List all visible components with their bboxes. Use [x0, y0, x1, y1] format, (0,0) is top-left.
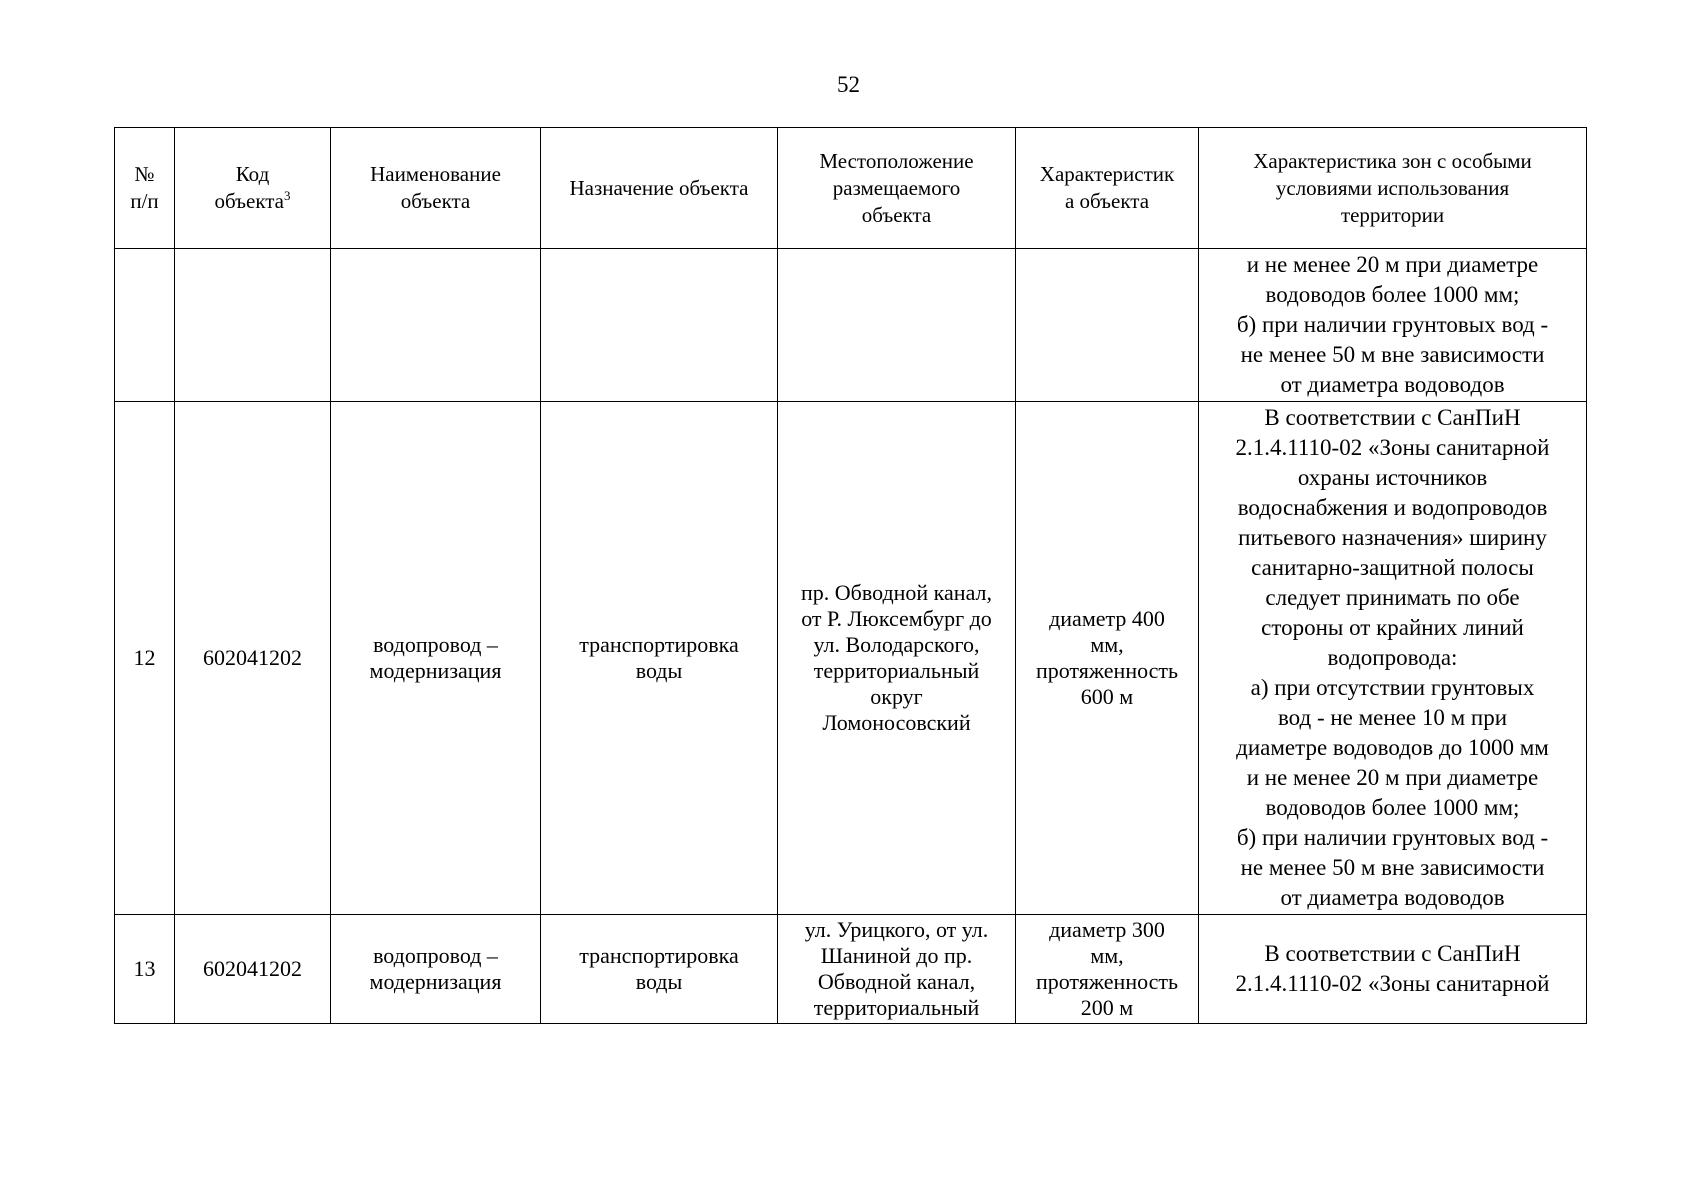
footnote-marker: 3	[284, 188, 291, 203]
cell-zones: и не менее 20 м при диаметре водоводов более 1000 мм; б) при наличии грунтовых вод - не менее 50 м вне зависимости от диаметра водоводов	[1199, 249, 1587, 402]
header-name: Наименование объекта	[331, 128, 541, 249]
cell-num	[115, 249, 175, 402]
cell-location: пр. Обводной канал, от Р. Люксембург до ул. Володарского, территориальный округ Ломоносовский	[778, 402, 1016, 915]
cell-num: 13	[115, 915, 175, 1024]
table-row	[115, 402, 1587, 915]
header-zones: Характеристика зон с особыми условиями использования территории	[1199, 128, 1587, 249]
cell-name: водопровод – модернизация	[331, 915, 541, 1024]
cell-characteristic: диаметр 300 мм, протяженность 200 м	[1016, 915, 1199, 1024]
cell-characteristic	[1016, 249, 1199, 402]
header-location: Местоположение размещаемого объекта	[778, 128, 1016, 249]
cell-name: водопровод – модернизация	[331, 402, 541, 915]
cell-location: ул. Урицкого, от ул. Шаниной до пр. Обводной канал, территориальный	[778, 915, 1016, 1024]
objects-table	[114, 127, 1587, 1024]
header-purpose: Назначение объекта	[541, 128, 778, 249]
cell-location	[778, 249, 1016, 402]
cell-num: 12	[115, 402, 175, 915]
cell-zones: В соответствии с СанПиН 2.1.4.1110-02 «Зоны санитарной	[1199, 915, 1587, 1024]
header-num: № п/п	[115, 128, 175, 249]
cell-zones: В соответствии с СанПиН 2.1.4.1110-02 «Зоны санитарной охраны источников водоснабжения и водопроводов питьевого назначения» ширину санитарно-защитной полосы следует принимать по обе стороны от крайних линий водопровода: а) при отсутствии грунтовых вод - не менее 10 м при диаметре водоводов до 1000 мм и не менее 20 м при диаметре водоводов более 1000 мм; б) при наличии грунтовых вод - не менее 50 м вне зависимости от диаметра водоводов	[1199, 402, 1587, 915]
cell-code	[175, 249, 331, 402]
table-header-row	[115, 128, 1587, 249]
cell-code: 602041202	[175, 402, 331, 915]
page-number: 52	[837, 72, 860, 97]
header-code: Код объекта$^3$	[175, 128, 331, 249]
table-row	[115, 915, 1587, 1024]
cell-purpose: транспортировка воды	[541, 915, 778, 1024]
cell-name	[331, 249, 541, 402]
cell-purpose: транспортировка воды	[541, 402, 778, 915]
cell-code: 602041202	[175, 915, 331, 1024]
cell-purpose	[541, 249, 778, 402]
table-row	[115, 249, 1587, 402]
header-characteristic: Характеристик а объекта	[1016, 128, 1199, 249]
cell-characteristic: диаметр 400 мм, протяженность 600 м	[1016, 402, 1199, 915]
